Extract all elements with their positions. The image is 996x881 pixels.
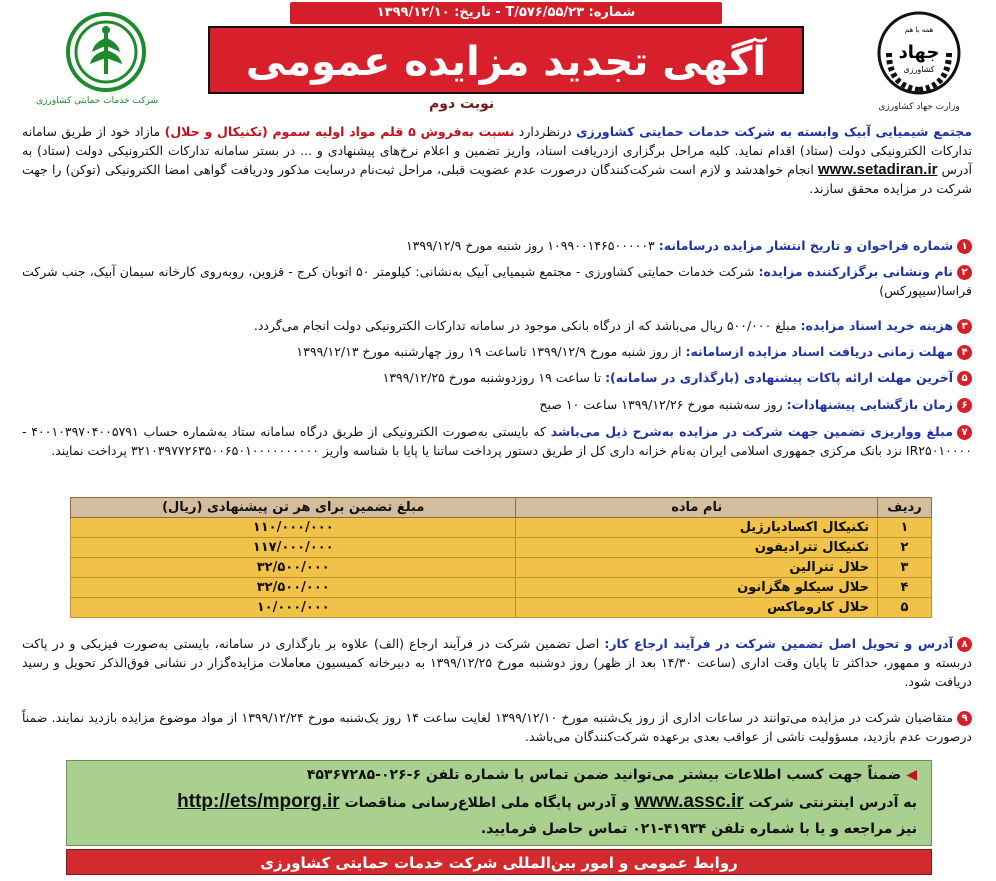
item-5: [22, 368, 972, 387]
intro-part4: مازاد خود از طریق سامانه تدارکات الکترونیکی دولت (ستاد) اقدام نماید. کلیه مراحل برگزاری ازدریافت اسناد، واریز تضمین و اعلام نرخ‌های پیشنهادی و ... در بستر سامانه تدارکات الکترونیکی دولت (ستاد) به آدرس: [22, 124, 973, 177]
footer-credit: روابط عمومی و امور بین‌المللی شرکت خدمات حمایتی کشاورزی: [66, 849, 932, 875]
material-name: حلال سیکلو هگزانون: [516, 578, 878, 598]
header-row-number: ردیف: [878, 498, 932, 518]
notice-round: نوبت دوم: [429, 96, 495, 112]
setadiran-link[interactable]: www.setadiran.ir: [818, 161, 938, 178]
item-4: [22, 342, 972, 361]
table-row: [71, 518, 932, 538]
ministry-logo-top: همه با هم: [904, 26, 934, 34]
item-number: ۱: [957, 239, 972, 254]
item-text: روز سه‌شنبه مورخ ۱۳۹۹/۱۲/۲۶ ساعت ۱۰ صبح: [539, 397, 787, 412]
item-label: هزینه خرید اسناد مزایده:: [800, 318, 953, 333]
material-name: حلال کاروماکس: [516, 598, 878, 618]
wheat-emblem-icon: [66, 12, 146, 92]
item-number: ۷: [957, 425, 972, 440]
item-6: [22, 395, 972, 414]
item-text: شرکت خدمات حمایتی کشاورزی - مجتمع شیمیایی آبیک به‌نشانی: کیلومتر ۵۰ اتوبان کرج - قزوین، روبه‌روی کارخانه سیمان آبیک، جنب شرکت فراسا(سیپورکس): [22, 264, 972, 298]
intro-part5: انجام خواهدشد و لازم است شرکت‌کنندگان درصورت عدم عضویت قبلی، مراحل ثبت‌نام درسایت مذکور ودریافت گواهی امضا الکترونیکی (توکن) را جهت شرکت در مزایده محقق سازند.: [22, 162, 972, 196]
item-text: مبلغ ۵۰۰/۰۰۰ ریال می‌باشد که از درگاه بانکی موجود در سامانه تدارکات الکترونیکی دولت انجام می‌گردد.: [253, 318, 801, 333]
item-text: متقاضیان شرکت در مزایده می‌توانند در ساعات اداری از روز یک‌شنبه مورخ ۱۳۹۹/۱۲/۱۰ لغایت ساعت ۱۴ روز یک‌شنبه مورخ ۱۳۹۹/۱۲/۲۴ از مواد موضوع مزایده بازدید نمایند. ضمناً درصورت عدم بازدید، مسؤولیت ناشی از عواقب بعدی برعهده شرکت‌کنندگان می‌باشد.: [22, 710, 972, 744]
item-number: ۳: [957, 319, 972, 334]
portal-label: و آدرس پایگاه ملی اطلاع‌رسانی مناقصات: [344, 795, 630, 811]
row-number: ۱: [878, 518, 932, 538]
item-number: ۸: [957, 637, 972, 652]
notice-number-date: شماره: ۵۵/۲۳/T/۵۷۶ - تاریخ: ۱۳۹۹/۱۲/۱۰: [290, 2, 722, 24]
guarantee-amount: ۱۰/۰۰۰/۰۰۰: [71, 598, 516, 618]
guarantee-amount: ۳۲/۵۰۰/۰۰۰: [71, 558, 516, 578]
guarantee-amount: ۳۲/۵۰۰/۰۰۰: [71, 578, 516, 598]
intro-paragraph: [22, 122, 972, 198]
ministry-logo-word: جهاد: [898, 42, 940, 63]
page-title: آگهی تجدید مزایده عمومی: [208, 26, 804, 94]
header-material-name: نام ماده: [516, 498, 878, 518]
item-text: از روز شنبه مورخ ۱۳۹۹/۱۲/۹ تاساعت ۱۹ روز چهارشنبه مورخ ۱۳۹۹/۱۲/۱۳: [296, 344, 686, 359]
material-name: حلال تترالین: [516, 558, 878, 578]
material-name: تکنیکال اکسادیارژیل: [516, 518, 878, 538]
company-site-label: به آدرس اینترنتی شرکت: [748, 795, 917, 811]
guarantee-amount: ۱۱۰/۰۰۰/۰۰۰: [71, 518, 516, 538]
material-name: تکنیکال تترادیفون: [516, 538, 878, 558]
intro-part2: درنظردارد: [514, 124, 577, 139]
item-label: مهلت زمانی دریافت اسناد مزایده ازسامانه:: [685, 344, 953, 359]
item-2: [22, 262, 972, 300]
row-number: ۳: [878, 558, 932, 578]
portal-link[interactable]: http://ets/mporg.ir: [177, 791, 340, 812]
table-row: [71, 558, 932, 578]
item-number: ۶: [957, 398, 972, 413]
contact-web-line: [177, 791, 917, 813]
ministry-logo-sub: کشاورزی: [903, 65, 935, 74]
item-3: [22, 316, 972, 335]
guarantee-amount: ۱۱۷/۰۰۰/۰۰۰: [71, 538, 516, 558]
header-guarantee-amount: مبلغ تضمین برای هر تن پیشنهادی (ریال): [71, 498, 516, 518]
contact-phone-text: ضمناً جهت کسب اطلاعات بیشتر می‌توانید ضمن تماس با شماره تلفن ۶-۰۲۶-۴۵۳۶۷۲۸۵: [306, 767, 902, 783]
triangle-marker-icon: ◀: [906, 767, 917, 783]
intro-part3: نسبت به‌فروش ۵ قلم مواد اولیه سموم (تکنیکال و حلال): [164, 124, 515, 139]
item-number: ۹: [957, 711, 972, 726]
item-label: آدرس و تحویل اصل تضمین شرکت در فرآیند ارجاع کار:: [604, 636, 953, 651]
item-7: [22, 422, 972, 460]
item-8: [22, 634, 972, 691]
item-label: زمان بازگشایی پیشنهادات:: [786, 397, 953, 412]
ministry-logo-caption: وزارت جهاد کشاورزی: [878, 102, 960, 112]
row-number: ۴: [878, 578, 932, 598]
item-label: نام ونشانی برگزارکننده مزایده:: [758, 264, 953, 279]
company-site-link[interactable]: www.assc.ir: [634, 791, 744, 812]
header: [0, 0, 996, 120]
item-1: [22, 236, 972, 255]
item-label: مبلغ وواریزی تضمین جهت شرکت در مزایده به‌شرح ذیل می‌باشد: [550, 424, 953, 439]
item-9: [22, 708, 972, 746]
contact-tel-line: نیز مراجعه و یا با شماره تلفن ۴۱۹۳۴-۰۲۱ تماس حاصل فرمایید.: [480, 821, 917, 837]
company-logo-caption: شرکت خدمات حمایتی کشاورزی: [36, 96, 158, 106]
item-number: ۴: [957, 345, 972, 360]
item-number: ۵: [957, 371, 972, 386]
guarantee-table: [70, 497, 932, 618]
contact-phone-line: [307, 767, 917, 783]
item-text: که بایستی به‌صورت الکترونیکی از طریق درگاه سامانه ستاد به‌شماره حساب ۴۰۰۱۰۳۹۷۰۴۰۰۵۷۹۱ - IR۲۵۰۱۰۰۰۰ نزد بانک مرکزی جمهوری اسلامی ایران به‌نام خزانه داری کل از طریق دستور پرداخت ساتنا یا پایا با شناسه واریز ۳۲۱۰۳۹۷۷۲۶۳۵۰۰۶۵۰۱۰۰۰۰۰۰۰۰۰۰ پرداخت نمایند.: [22, 424, 972, 458]
table-row: [71, 538, 932, 558]
table-row: [71, 578, 932, 598]
intro-part1: مجتمع شیمیایی آبیک وابسته به شرکت خدمات حمایتی کشاورزی: [576, 124, 972, 139]
item-label: شماره فراخوان و تاریخ انتشار مزایده درسامانه:: [658, 238, 953, 253]
table-row: [71, 598, 932, 618]
ministry-emblem-icon: [876, 10, 962, 96]
item-text: تا ساعت ۱۹ روزدوشنبه مورخ ۱۳۹۹/۱۲/۲۵: [382, 370, 606, 385]
contact-info-box: [66, 760, 932, 846]
table-header-row: [71, 498, 932, 518]
ministry-logo: [864, 10, 974, 118]
item-text: ۱۰۹۹۰۰۱۴۶۵۰۰۰۰۰۳ روز شنبه مورخ ۱۳۹۹/۱۲/۹: [405, 238, 659, 253]
row-number: ۵: [878, 598, 932, 618]
item-label: آخرین مهلت ارائه پاکات پیشنهادی (بارگذاری در سامانه):: [605, 370, 953, 385]
company-logo: [36, 12, 158, 116]
item-number: ۲: [957, 265, 972, 280]
item-text: اصل تضمین شرکت در فرآیند ارجاع (الف) علاوه بر بارگذاری در سامانه، بایستی به‌صورت فیزیکی و در پاکت دربسته و ممهور، حداکثر تا پایان وقت اداری (ساعت ۱۴/۳۰ بعد از ظهر) روز دوشنبه مورخ ۱۳۹۹/۱۲/۲۵ به دبیرخانه کمیسیون معاملات مزایده‌گزار در نشانی فوق‌الذکر تحویل و رسید دریافت شود.: [22, 636, 972, 689]
row-number: ۲: [878, 538, 932, 558]
